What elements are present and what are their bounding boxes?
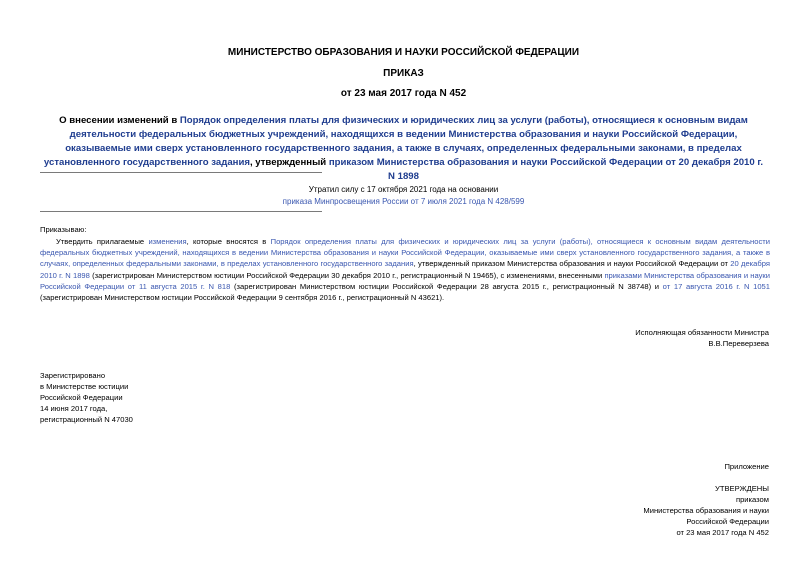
title-middle: , утвержденный bbox=[249, 157, 329, 168]
approval-heading: УТВЕРЖДЕНЫ bbox=[715, 484, 769, 493]
paragraph-text: (зарегистрирован Министерством юстиции Российской Федерации 30 декабря 2010 г., регистрационный N 19465), с изменениями, внесенными bbox=[89, 270, 605, 280]
order-paragraph bbox=[40, 236, 770, 303]
ministry-heading: МИНИСТЕРСТВО ОБРАЗОВАНИЯ И НАУКИ РОССИЙСКОЙ ФЕДЕРАЦИИ bbox=[227, 47, 580, 58]
document-type: ПРИКАЗ bbox=[383, 68, 424, 79]
repeal-order-link[interactable]: приказа Минпросвещения России от 7 июля 2021 года N 428/599 bbox=[282, 197, 525, 206]
status-note bbox=[0, 184, 807, 208]
order-intro: Приказываю: bbox=[40, 225, 87, 234]
title-prefix: О внесении изменений в bbox=[59, 115, 180, 126]
registration-line: в Министерстве юстиции bbox=[40, 382, 129, 391]
registration-line: Зарегистрировано bbox=[40, 371, 106, 380]
registration-line: 14 июня 2017 года, bbox=[40, 404, 108, 413]
order-1051-link[interactable]: от 17 августа 2016 г. N 1051 bbox=[662, 281, 770, 291]
paragraph-text: (зарегистрирован Министерством юстиции Российской Федерации 9 сентября 2016 г., регистрационный N 43621). bbox=[40, 293, 445, 303]
signatory-name: В.В.Переверзева bbox=[708, 339, 769, 348]
document-title bbox=[40, 114, 767, 184]
status-note-text: Утратил силу с 17 октября 2021 года на основании bbox=[308, 185, 499, 194]
procedure-link[interactable]: Порядок определения платы для физических и юридических лиц за услуги (работы), относящиеся к основным видам деятельности федеральных бюджетных учреждений, находящихся в ведении Министерства образования и науки Российской Федерации, оказываемые ими сверх установленного государственного задания, а также в случаях, определенных федеральными законами, в пределах установленного государственного задания bbox=[40, 237, 770, 269]
top-divider bbox=[40, 172, 322, 173]
title-procedure-link[interactable]: Порядок определения платы для физических и юридических лиц за услуги (работы), относящиеся к основным видам деятельности федеральных бюджетных учреждений, находящихся в ведении Министерства образования и науки Российской Федерации, оказываемые ими сверх установленного государственного задания, а также в случаях, определенных федеральными законами, в пределах установленного государственного задания bbox=[43, 115, 748, 168]
title-order-link[interactable]: приказом Министерства образования и науки Российской Федерации от 20 декабря 2010 г. N 1898 bbox=[328, 157, 764, 182]
paragraph-text: Утвердить прилагаемые bbox=[56, 237, 149, 246]
signatory-position: Исполняющая обязанности Министра bbox=[635, 328, 769, 337]
bottom-divider bbox=[40, 211, 322, 212]
orders-818-link[interactable]: приказами Министерства образования и науки Российской Федерации от 11 августа 2015 г. N 818 bbox=[40, 270, 770, 291]
registration-block bbox=[40, 370, 133, 425]
appendix-label: Приложение bbox=[724, 462, 769, 471]
approval-line: Российской Федерации bbox=[686, 517, 769, 526]
changes-link[interactable]: изменения bbox=[148, 237, 187, 246]
signature-block bbox=[635, 327, 769, 349]
document-date-number: от 23 мая 2017 года N 452 bbox=[340, 88, 467, 99]
approval-line: от 23 мая 2017 года N 452 bbox=[676, 528, 769, 537]
order-1898-link[interactable]: 20 декабря 2010 г. N 1898 bbox=[40, 259, 770, 280]
approval-line: Министерства образования и науки bbox=[643, 506, 769, 515]
paragraph-text: (зарегистрирован Министерством юстиции Российской Федерации 28 августа 2015 г., регистрационный N 38748) и bbox=[230, 281, 663, 291]
approval-line: приказом bbox=[735, 495, 769, 504]
paragraph-text: , утвержденный приказом Министерства образования и науки Российской Федерации от bbox=[413, 259, 731, 269]
paragraph-text: , которые вносятся в bbox=[186, 237, 271, 246]
registration-line: Российской Федерации bbox=[40, 393, 123, 402]
registration-line: регистрационный N 47030 bbox=[40, 415, 133, 424]
approval-block bbox=[643, 483, 769, 538]
